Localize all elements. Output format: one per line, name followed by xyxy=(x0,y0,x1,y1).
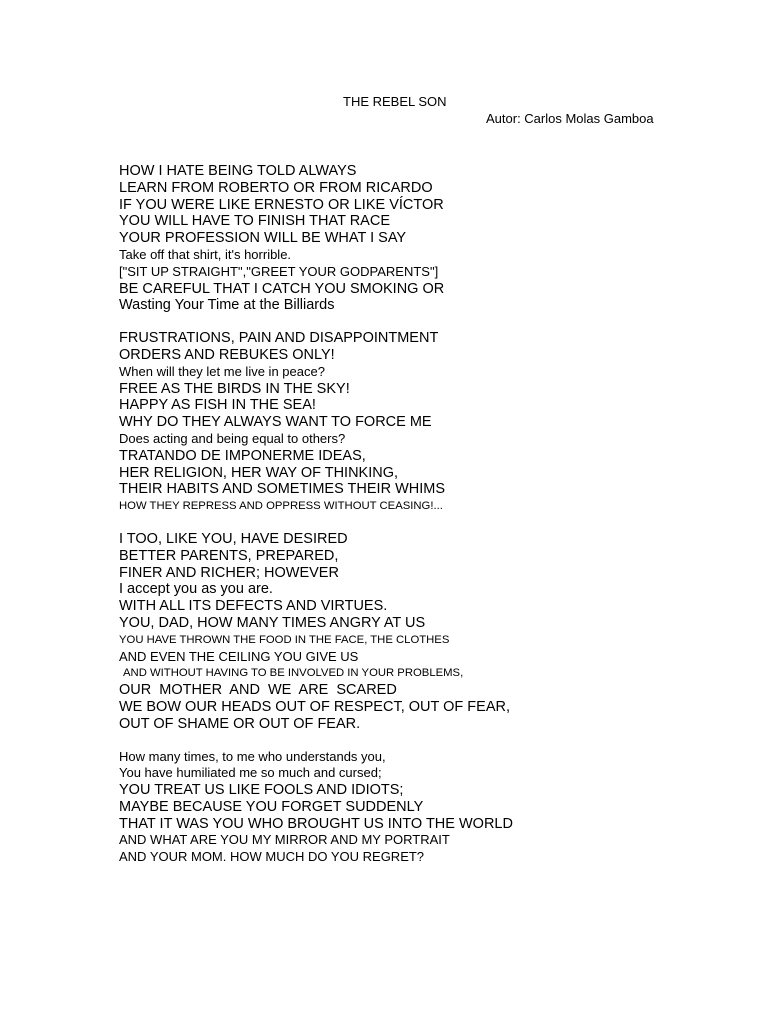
poem-line: THAT IT WAS YOU WHO BROUGHT US INTO THE WORLD xyxy=(119,815,513,832)
poem-line: AND YOUR MOM. HOW MUCH DO YOU REGRET? xyxy=(119,849,425,865)
poem-line: MAYBE BECAUSE YOU FORGET SUDDENLY xyxy=(119,798,424,815)
poem-line: LEARN FROM ROBERTO OR FROM RICARDO xyxy=(119,179,433,196)
poem-line: YOU, DAD, HOW MANY TIMES ANGRY AT US xyxy=(119,614,426,631)
stanza-4 xyxy=(119,749,719,867)
poem-line: Wasting Your Time at the Billiards xyxy=(119,297,335,314)
poem-line: OUT OF SHAME OR OUT OF FEAR. xyxy=(119,715,361,732)
poem-line: TRATANDO DE IMPONERME IDEAS, xyxy=(119,447,366,464)
poem-line: YOU TREAT US LIKE FOOLS AND IDIOTS; xyxy=(119,782,404,799)
poem-line: YOUR PROFESSION WILL BE WHAT I SAY xyxy=(119,230,407,247)
poem-line: HOW I HATE BEING TOLD ALWAYS xyxy=(119,163,357,179)
poem-line: ["SIT UP STRAIGHT","GREET YOUR GODPARENTS"] xyxy=(119,263,439,279)
poem-line: HOW THEY REPRESS AND OPPRESS WITHOUT CEASING!... xyxy=(119,500,443,513)
poem-line: YOU WILL HAVE TO FINISH THAT RACE xyxy=(119,213,390,230)
poem-body xyxy=(119,163,719,866)
stanza-2 xyxy=(119,330,719,515)
stanza-3 xyxy=(119,531,719,733)
poem-line: YOU HAVE THROWN THE FOOD IN THE FACE, THE CLOTHES xyxy=(119,633,450,646)
document-author: Autor: Carlos Molas Gamboa xyxy=(486,111,654,126)
document-title: THE REBEL SON xyxy=(343,94,447,109)
poem-line: THEIR HABITS AND SOMETIMES THEIR WHIMS xyxy=(119,481,446,498)
poem-line: AND EVEN THE CEILING YOU GIVE US xyxy=(119,648,359,664)
poem-line: BETTER PARENTS, PREPARED, xyxy=(119,547,339,564)
poem-line: AND WHAT ARE YOU MY MIRROR AND MY PORTRAIT xyxy=(119,832,450,848)
poem-line: BE CAREFUL THAT I CATCH YOU SMOKING OR xyxy=(119,280,445,297)
poem-line: How many times, to me who understands you, xyxy=(119,748,386,764)
poem-line: OUR MOTHER AND WE ARE SCARED xyxy=(119,682,397,699)
poem-line: FREE AS THE BIRDS IN THE SKY! xyxy=(119,380,350,397)
poem-line: IF YOU WERE LIKE ERNESTO OR LIKE VÍCTOR xyxy=(119,196,444,213)
stanza-1 xyxy=(119,163,719,314)
poem-line: HAPPY AS FISH IN THE SEA! xyxy=(119,397,316,414)
poem-line: I accept you as you are. xyxy=(119,581,273,598)
poem-line: You have humiliated me so much and cursed; xyxy=(119,765,382,781)
poem-line: FRUSTRATIONS, PAIN AND DISAPPOINTMENT xyxy=(119,330,439,347)
poem-line: WITH ALL ITS DEFECTS AND VIRTUES. xyxy=(119,598,388,615)
poem-line: When will they let me live in peace? xyxy=(119,363,325,379)
poem-line: WE BOW OUR HEADS OUT OF RESPECT, OUT OF FEAR, xyxy=(119,698,510,715)
poem-line: WHY DO THEY ALWAYS WANT TO FORCE ME xyxy=(119,414,432,431)
poem-line: HER RELIGION, HER WAY OF THINKING, xyxy=(119,464,399,481)
poem-line: FINER AND RICHER; HOWEVER xyxy=(119,564,339,581)
poem-line: ORDERS AND REBUKES ONLY! xyxy=(119,346,335,363)
poem-line: AND WITHOUT HAVING TO BE INVOLVED IN YOUR PROBLEMS, xyxy=(123,667,464,680)
poem-line: Does acting and being equal to others? xyxy=(119,430,346,446)
poem-line: I TOO, LIKE YOU, HAVE DESIRED xyxy=(119,530,348,547)
poem-line: Take off that shirt, it's horrible. xyxy=(119,246,292,262)
